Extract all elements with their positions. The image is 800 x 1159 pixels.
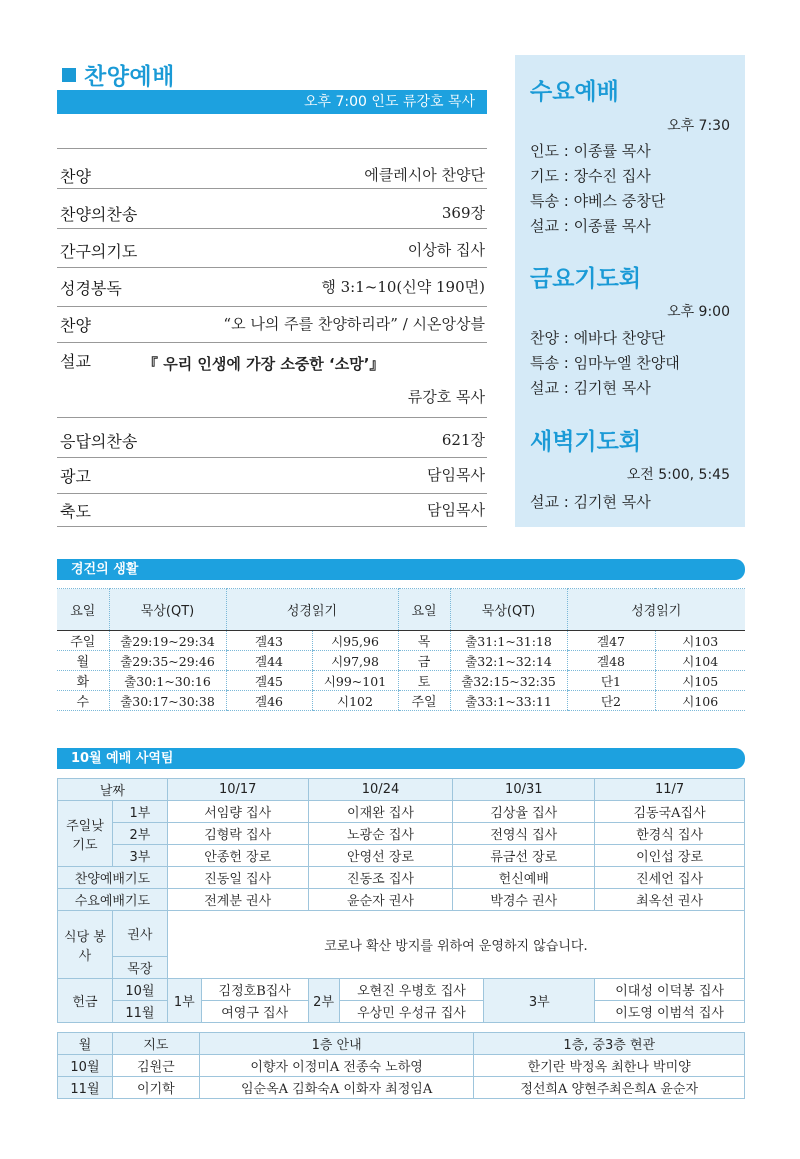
header-first-floor: 1층 안내 bbox=[199, 1033, 474, 1055]
name-cell: 이도영 이범석 집사 bbox=[595, 1001, 745, 1023]
order-row-sermon bbox=[57, 344, 487, 418]
devotion-section-title: 경건의 생활 bbox=[57, 559, 745, 580]
role-label: 권사 bbox=[112, 911, 167, 957]
order-label: 찬양의찬송 bbox=[60, 205, 138, 224]
reading-cell: 겔46 bbox=[226, 691, 312, 711]
order-label: 성경봉독 bbox=[60, 279, 122, 298]
name-cell: 서임량 집사 bbox=[167, 801, 308, 823]
header-date-4: 11/7 bbox=[595, 779, 745, 801]
qt-cell: 출29:35~29:46 bbox=[109, 651, 226, 671]
reading-cell: 시104 bbox=[655, 651, 745, 671]
qt-cell: 출29:19~29:34 bbox=[109, 631, 226, 651]
name-cell: 헌신예배 bbox=[453, 867, 595, 889]
service-team-section-title: 10월 예배 사역팀 bbox=[57, 748, 745, 769]
order-row-hymn bbox=[57, 190, 487, 229]
name-cell: 안종헌 장로 bbox=[167, 845, 308, 867]
table-row bbox=[57, 691, 745, 711]
day-cell: 월 bbox=[57, 651, 109, 671]
table-row bbox=[58, 1055, 745, 1077]
day-cell: 화 bbox=[57, 671, 109, 691]
wed-line: 인도 : 이종률 목사 bbox=[530, 142, 651, 160]
name-cell: 이인섭 장로 bbox=[595, 845, 745, 867]
fri-service-title: 금요기도회 bbox=[530, 266, 642, 292]
devotion-header-row bbox=[57, 589, 745, 631]
table-row bbox=[57, 631, 745, 651]
part-label: 1부 bbox=[167, 979, 201, 1023]
fri-service-time: 오후 9:00 bbox=[667, 304, 730, 320]
reading-cell: 시95,96 bbox=[312, 631, 398, 651]
name-cell: 안영선 장로 bbox=[308, 845, 453, 867]
name-cell: 김정호B집사 bbox=[201, 979, 308, 1001]
header-day: 요일 bbox=[57, 589, 109, 631]
role-label: 목장 bbox=[112, 957, 167, 979]
table-row bbox=[58, 867, 745, 889]
part-label: 3부 bbox=[112, 845, 167, 867]
header-date-3: 10/31 bbox=[453, 779, 595, 801]
part-label: 2부 bbox=[112, 823, 167, 845]
name-cell: 오현진 우병호 집사 bbox=[339, 979, 484, 1001]
day-cell: 금 bbox=[398, 651, 450, 671]
order-value: 류강호 목사 bbox=[407, 388, 485, 406]
header-qt: 묵상(QT) bbox=[450, 589, 567, 631]
order-label: 축도 bbox=[60, 502, 91, 521]
reading-cell: 시97,98 bbox=[312, 651, 398, 671]
table-row bbox=[58, 845, 745, 867]
order-row-praise bbox=[57, 149, 487, 189]
service-header-row bbox=[58, 779, 745, 801]
qt-cell: 출30:17~30:38 bbox=[109, 691, 226, 711]
reading-cell: 시105 bbox=[655, 671, 745, 691]
header-date-2: 10/24 bbox=[308, 779, 453, 801]
header-month: 월 bbox=[58, 1033, 113, 1055]
reading-cell: 단1 bbox=[567, 671, 655, 691]
name-cell: 류금선 장로 bbox=[453, 845, 595, 867]
names-cell: 임순옥A 김화숙A 이화자 최정임A bbox=[199, 1077, 474, 1099]
sermon-title: 『 우리 인생에 가장 소중한 ‘소망’』 bbox=[143, 355, 385, 373]
order-label: 응답의찬송 bbox=[60, 432, 138, 451]
day-cell: 목 bbox=[398, 631, 450, 651]
order-value: 담임목사 bbox=[427, 466, 485, 484]
qt-cell: 출31:1~31:18 bbox=[450, 631, 567, 651]
day-cell: 주일 bbox=[398, 691, 450, 711]
order-row-response-hymn bbox=[57, 419, 487, 458]
order-value: 이상하 집사 bbox=[407, 241, 485, 259]
day-cell: 주일 bbox=[57, 631, 109, 651]
reading-cell: 시106 bbox=[655, 691, 745, 711]
order-value: 담임목사 bbox=[427, 501, 485, 519]
order-label: 설교 bbox=[60, 352, 91, 371]
wed-service-time: 오후 7:30 bbox=[667, 118, 730, 134]
header-leader: 지도 bbox=[112, 1033, 199, 1055]
leader-cell: 김원근 bbox=[112, 1055, 199, 1077]
offering-label: 헌금 bbox=[58, 979, 113, 1023]
wed-line: 특송 : 야베스 중창단 bbox=[530, 192, 666, 210]
month-label: 10월 bbox=[112, 979, 167, 1001]
header-day: 요일 bbox=[398, 589, 450, 631]
part-label: 1부 bbox=[112, 801, 167, 823]
header-qt: 묵상(QT) bbox=[109, 589, 226, 631]
names-cell: 한기란 박정옥 최한나 박미양 bbox=[474, 1055, 745, 1077]
fri-line: 찬양 : 에바다 찬양단 bbox=[530, 329, 666, 347]
name-cell: 이대성 이덕봉 집사 bbox=[595, 979, 745, 1001]
leader-cell: 이기학 bbox=[112, 1077, 199, 1099]
order-value: 에클레시아 찬양단 bbox=[364, 166, 485, 184]
order-value: 행 3:1~10(신약 190면) bbox=[321, 278, 485, 296]
month-cell: 11월 bbox=[58, 1077, 113, 1099]
table-row bbox=[58, 801, 745, 823]
wed-service-title: 수요예배 bbox=[530, 79, 619, 105]
order-row-prayer bbox=[57, 230, 487, 268]
order-label: 광고 bbox=[60, 467, 91, 486]
qt-cell: 출33:1~33:11 bbox=[450, 691, 567, 711]
name-cell: 윤순자 권사 bbox=[308, 889, 453, 911]
fri-line: 특송 : 임마누엘 찬양대 bbox=[530, 354, 680, 372]
qt-cell: 출30:1~30:16 bbox=[109, 671, 226, 691]
reading-cell: 시99~101 bbox=[312, 671, 398, 691]
name-cell: 박경수 권사 bbox=[453, 889, 595, 911]
table-row bbox=[57, 651, 745, 671]
table-row bbox=[58, 889, 745, 911]
header-date: 날짜 bbox=[58, 779, 168, 801]
praise-service-title bbox=[62, 58, 175, 91]
qt-cell: 출32:1~32:14 bbox=[450, 651, 567, 671]
name-cell: 한경식 집사 bbox=[595, 823, 745, 845]
meal-notice: 코로나 확산 방지를 위하여 운영하지 않습니다. bbox=[167, 911, 744, 979]
header-entrance: 1층, 중3층 현관 bbox=[474, 1033, 745, 1055]
guide-table bbox=[57, 1032, 745, 1099]
name-cell: 김상율 집사 bbox=[453, 801, 595, 823]
reading-cell: 겔48 bbox=[567, 651, 655, 671]
names-cell: 정선희A 양현주최은희A 윤순자 bbox=[474, 1077, 745, 1099]
reading-cell: 겔43 bbox=[226, 631, 312, 651]
name-cell: 전계분 권사 bbox=[167, 889, 308, 911]
service-team-table bbox=[57, 778, 745, 1023]
order-label: 간구의기도 bbox=[60, 242, 138, 261]
praise-info-bar: 오후 7:00 인도 류강호 목사 bbox=[57, 90, 487, 114]
table-row bbox=[58, 1001, 745, 1023]
reading-cell: 겔47 bbox=[567, 631, 655, 651]
meal-label: 식당 봉사 bbox=[58, 911, 113, 979]
order-value: “오 나의 주를 찬양하리라” / 시온앙상블 bbox=[223, 315, 485, 333]
reading-cell: 단2 bbox=[567, 691, 655, 711]
name-cell: 전영식 집사 bbox=[453, 823, 595, 845]
wed-line: 기도 : 장수진 집사 bbox=[530, 167, 651, 185]
reading-cell: 겔45 bbox=[226, 671, 312, 691]
header-date-1: 10/17 bbox=[167, 779, 308, 801]
order-label: 찬양 bbox=[60, 316, 91, 335]
dawn-service-time: 오전 5:00, 5:45 bbox=[626, 467, 730, 483]
name-cell: 진세언 집사 bbox=[595, 867, 745, 889]
order-value: 369장 bbox=[441, 204, 485, 222]
day-cell: 수 bbox=[57, 691, 109, 711]
names-cell: 이향자 이정미A 전종숙 노하영 bbox=[199, 1055, 474, 1077]
reading-cell: 시102 bbox=[312, 691, 398, 711]
day-cell: 토 bbox=[398, 671, 450, 691]
devotion-table bbox=[57, 588, 745, 711]
name-cell: 김형락 집사 bbox=[167, 823, 308, 845]
reading-cell: 겔44 bbox=[226, 651, 312, 671]
header-reading: 성경읽기 bbox=[226, 589, 398, 631]
sunday-prayer-label: 주일낮 기도 bbox=[58, 801, 113, 867]
wed-line: 설교 : 이종률 목사 bbox=[530, 217, 651, 235]
month-cell: 10월 bbox=[58, 1055, 113, 1077]
qt-cell: 출32:15~32:35 bbox=[450, 671, 567, 691]
table-row bbox=[58, 979, 745, 1001]
table-row bbox=[57, 671, 745, 691]
guide-header-row bbox=[58, 1033, 745, 1055]
table-row bbox=[58, 911, 745, 957]
order-label: 찬양 bbox=[60, 167, 91, 186]
order-row-special-song bbox=[57, 308, 487, 343]
part-label: 3부 bbox=[484, 979, 595, 1023]
dawn-service-title: 새벽기도회 bbox=[530, 429, 642, 455]
month-label: 11월 bbox=[112, 1001, 167, 1023]
weekday-services-box bbox=[515, 55, 745, 527]
name-cell: 노광순 집사 bbox=[308, 823, 453, 845]
part-label: 2부 bbox=[308, 979, 339, 1023]
order-row-benediction bbox=[57, 495, 487, 527]
name-cell: 최옥선 권사 bbox=[595, 889, 745, 911]
wed-prayer-label: 수요예배기도 bbox=[58, 889, 168, 911]
table-row bbox=[58, 823, 745, 845]
name-cell: 이재완 집사 bbox=[308, 801, 453, 823]
reading-cell: 시103 bbox=[655, 631, 745, 651]
praise-title-text: 찬양예배 bbox=[84, 64, 175, 90]
name-cell: 진동일 집사 bbox=[167, 867, 308, 889]
square-bullet-icon bbox=[62, 68, 76, 82]
fri-line: 설교 : 김기현 목사 bbox=[530, 379, 651, 397]
order-row-scripture bbox=[57, 269, 487, 307]
order-row-announcement bbox=[57, 459, 487, 494]
name-cell: 여영구 집사 bbox=[201, 1001, 308, 1023]
table-row bbox=[58, 1077, 745, 1099]
name-cell: 우상민 우성규 집사 bbox=[339, 1001, 484, 1023]
name-cell: 김동국A집사 bbox=[595, 801, 745, 823]
name-cell: 진동조 집사 bbox=[308, 867, 453, 889]
header-reading: 성경읽기 bbox=[567, 589, 745, 631]
praise-prayer-label: 찬양예배기도 bbox=[58, 867, 168, 889]
dawn-line: 설교 : 김기현 목사 bbox=[530, 493, 651, 511]
order-value: 621장 bbox=[441, 431, 485, 449]
